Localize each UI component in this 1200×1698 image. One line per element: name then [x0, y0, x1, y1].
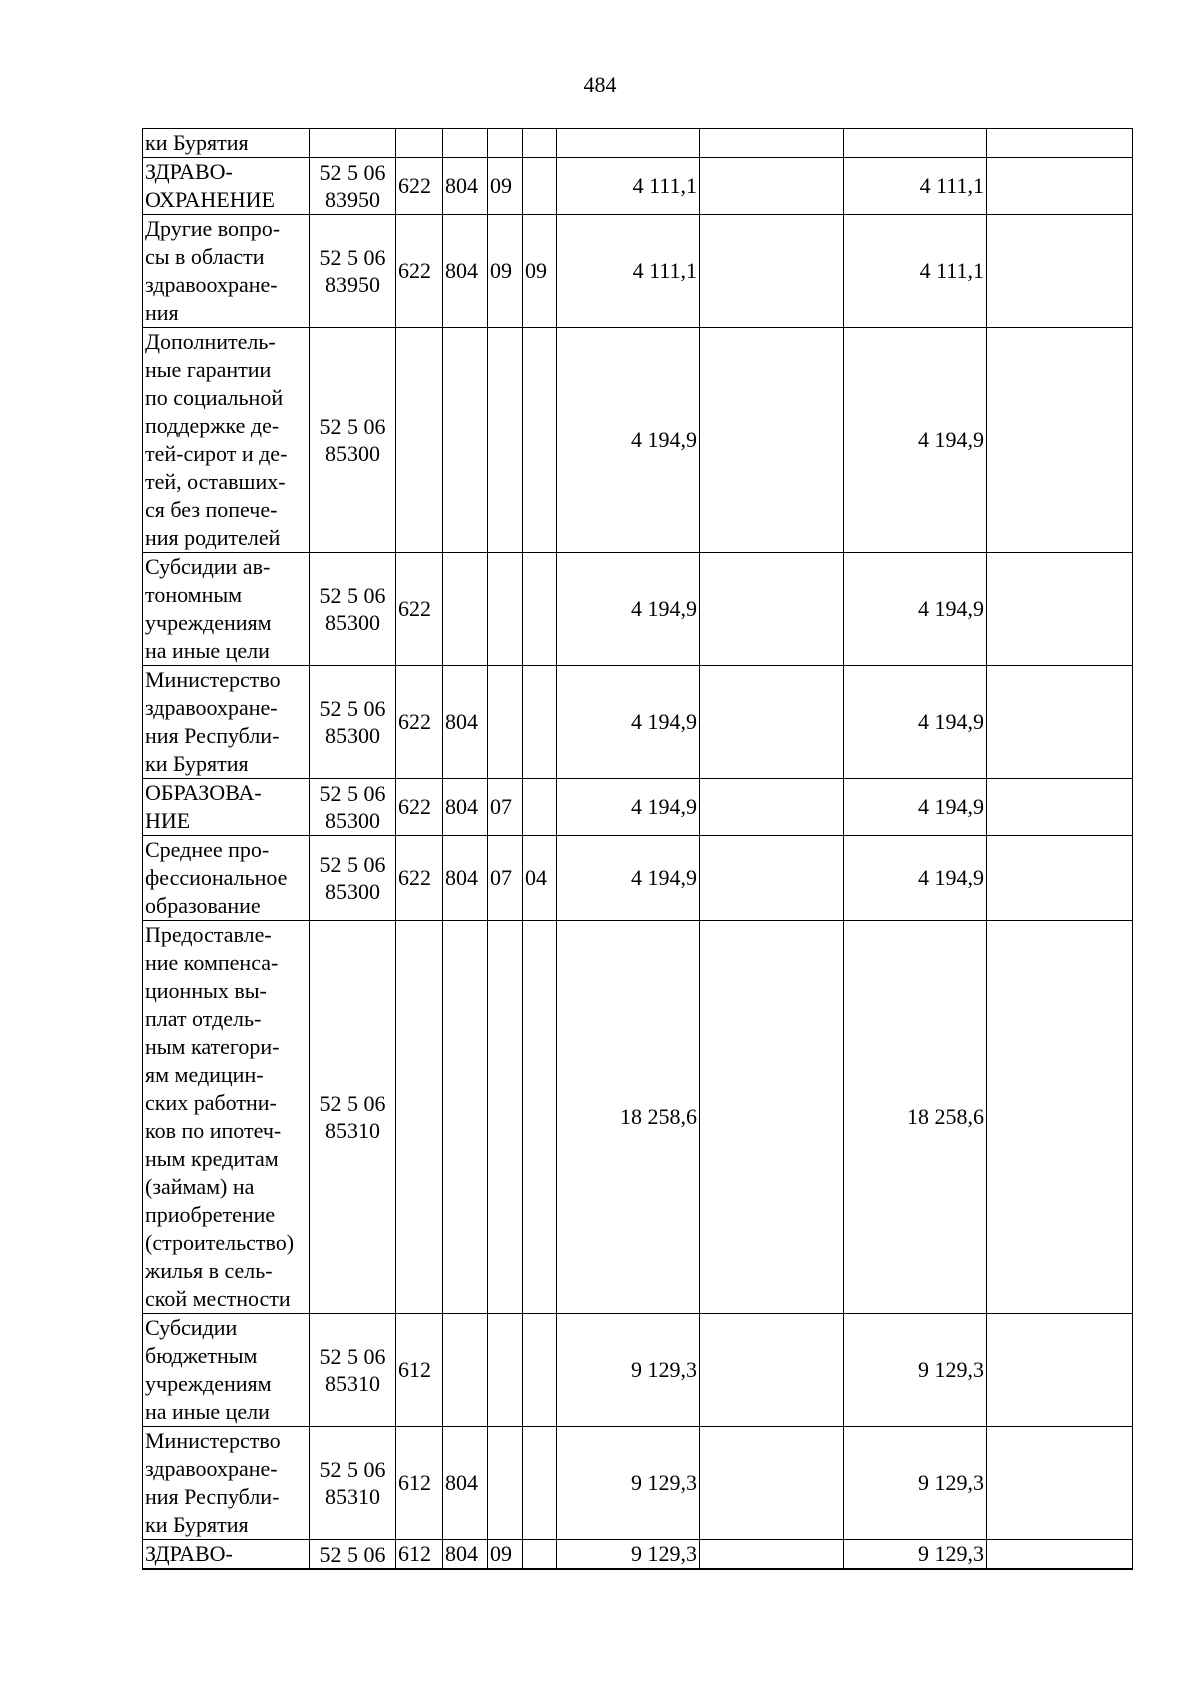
row-rz-code — [488, 666, 523, 779]
row-pr-code — [523, 1540, 557, 1570]
row-name: Другие вопро- сы в области здравоохране- ния — [143, 215, 310, 328]
row-amount-1: 18 258,6 — [557, 921, 700, 1314]
row-empty-cell — [700, 836, 844, 921]
row-empty-cell — [700, 129, 844, 158]
row-vr-code — [396, 129, 443, 158]
row-amount-1: 9 129,3 — [557, 1540, 700, 1570]
row-amount-1: 4 194,9 — [557, 328, 700, 553]
row-name: Министерство здравоохране- ния Республи- ки Бурятия — [143, 666, 310, 779]
table-row — [143, 1314, 1133, 1427]
row-empty-cell — [987, 921, 1133, 1314]
table-row — [143, 921, 1133, 1314]
row-rz-code: 07 — [488, 836, 523, 921]
row-name: ЗДРАВО- ОХРАНЕНИЕ — [143, 158, 310, 215]
row-name: Министерство здравоохране- ния Республи- ки Бурятия — [143, 1427, 310, 1540]
row-rz-code — [488, 1427, 523, 1540]
row-name: Предоставле- ние компенса- ционных вы- плат отдель- ным категори- ям медицин- ских работни- ков по ипотеч- ным кредитам (займам) на приобретение (строительство) жилья в сель- ской местности — [143, 921, 310, 1314]
row-vr-code: 622 — [396, 158, 443, 215]
row-pr-code — [523, 328, 557, 553]
table-row — [143, 158, 1133, 215]
row-grbs-code: 804 — [443, 836, 488, 921]
row-grbs-code — [443, 328, 488, 553]
row-amount-2: 4 194,9 — [844, 328, 987, 553]
table-row — [143, 666, 1133, 779]
budget-table — [142, 128, 1133, 1570]
row-rz-code — [488, 921, 523, 1314]
row-csr-code: 52 5 06 85300 — [310, 666, 396, 779]
row-empty-cell — [700, 1427, 844, 1540]
row-amount-1: 4 194,9 — [557, 779, 700, 836]
row-csr-code: 52 5 06 85300 — [310, 553, 396, 666]
row-vr-code: 612 — [396, 1427, 443, 1540]
row-pr-code — [523, 779, 557, 836]
row-name: Дополнитель- ные гарантии по социальной поддержке де- тей-сирот и де- тей, оставших- ся без попече- ния родителей — [143, 328, 310, 553]
row-grbs-code: 804 — [443, 158, 488, 215]
table-row — [143, 129, 1133, 158]
row-empty-cell — [987, 129, 1133, 158]
row-csr-code: 52 5 06 85310 — [310, 1427, 396, 1540]
row-empty-cell — [700, 779, 844, 836]
row-pr-code — [523, 158, 557, 215]
row-csr-code — [310, 129, 396, 158]
row-name: Субсидии бюджетным учреждениям на иные цели — [143, 1314, 310, 1427]
row-vr-code: 622 — [396, 836, 443, 921]
row-csr-code: 52 5 06 — [310, 1540, 396, 1570]
row-amount-2: 4 111,1 — [844, 158, 987, 215]
row-amount-1: 4 194,9 — [557, 553, 700, 666]
row-vr-code: 622 — [396, 779, 443, 836]
table-row — [143, 328, 1133, 553]
row-csr-code: 52 5 06 85310 — [310, 921, 396, 1314]
row-empty-cell — [700, 215, 844, 328]
row-rz-code: 09 — [488, 1540, 523, 1570]
table-row — [143, 836, 1133, 921]
row-amount-2: 4 194,9 — [844, 666, 987, 779]
row-vr-code: 622 — [396, 215, 443, 328]
row-amount-2: 9 129,3 — [844, 1427, 987, 1540]
row-amount-2: 9 129,3 — [844, 1540, 987, 1570]
row-grbs-code: 804 — [443, 1427, 488, 1540]
row-amount-1 — [557, 129, 700, 158]
row-rz-code — [488, 1314, 523, 1427]
row-name: Среднее про- фессиональное образование — [143, 836, 310, 921]
row-vr-code: 612 — [396, 1540, 443, 1570]
table-body — [143, 129, 1133, 1570]
row-grbs-code: 804 — [443, 666, 488, 779]
row-amount-1: 4 194,9 — [557, 666, 700, 779]
row-empty-cell — [700, 666, 844, 779]
row-grbs-code: 804 — [443, 215, 488, 328]
row-empty-cell — [987, 1540, 1133, 1570]
row-name: Субсидии ав- тономным учреждениям на иные цели — [143, 553, 310, 666]
row-empty-cell — [987, 553, 1133, 666]
row-empty-cell — [700, 328, 844, 553]
row-pr-code: 09 — [523, 215, 557, 328]
row-rz-code — [488, 328, 523, 553]
row-rz-code: 09 — [488, 158, 523, 215]
table-row — [143, 1427, 1133, 1540]
table-row — [143, 779, 1133, 836]
row-amount-1: 4 111,1 — [557, 215, 700, 328]
row-empty-cell — [700, 1314, 844, 1427]
row-rz-code: 07 — [488, 779, 523, 836]
row-amount-1: 9 129,3 — [557, 1427, 700, 1540]
row-pr-code — [523, 129, 557, 158]
row-vr-code: 612 — [396, 1314, 443, 1427]
row-vr-code: 622 — [396, 666, 443, 779]
row-grbs-code — [443, 1314, 488, 1427]
row-empty-cell — [987, 328, 1133, 553]
row-amount-1: 4 194,9 — [557, 836, 700, 921]
row-grbs-code: 804 — [443, 779, 488, 836]
row-amount-2 — [844, 129, 987, 158]
row-empty-cell — [700, 553, 844, 666]
row-csr-code: 52 5 06 83950 — [310, 158, 396, 215]
row-pr-code: 04 — [523, 836, 557, 921]
row-csr-code: 52 5 06 83950 — [310, 215, 396, 328]
table-row — [143, 1540, 1133, 1570]
row-grbs-code: 804 — [443, 1540, 488, 1570]
row-amount-2: 9 129,3 — [844, 1314, 987, 1427]
row-empty-cell — [987, 836, 1133, 921]
row-grbs-code — [443, 129, 488, 158]
row-empty-cell — [987, 1427, 1133, 1540]
row-empty-cell — [987, 158, 1133, 215]
row-grbs-code — [443, 553, 488, 666]
row-csr-code: 52 5 06 85300 — [310, 836, 396, 921]
row-name: ОБРАЗОВА- НИЕ — [143, 779, 310, 836]
row-empty-cell — [987, 666, 1133, 779]
row-amount-2: 4 194,9 — [844, 779, 987, 836]
row-empty-cell — [700, 158, 844, 215]
row-empty-cell — [987, 1314, 1133, 1427]
row-grbs-code — [443, 921, 488, 1314]
row-amount-2: 4 194,9 — [844, 836, 987, 921]
row-rz-code — [488, 553, 523, 666]
row-csr-code: 52 5 06 85300 — [310, 779, 396, 836]
row-vr-code — [396, 921, 443, 1314]
row-name: ЗДРАВО- — [143, 1540, 310, 1570]
row-pr-code — [523, 1314, 557, 1427]
row-empty-cell — [987, 215, 1133, 328]
table-row — [143, 215, 1133, 328]
row-pr-code — [523, 666, 557, 779]
row-amount-2: 4 194,9 — [844, 553, 987, 666]
row-amount-2: 4 111,1 — [844, 215, 987, 328]
row-vr-code — [396, 328, 443, 553]
row-rz-code: 09 — [488, 215, 523, 328]
row-vr-code: 622 — [396, 553, 443, 666]
row-pr-code — [523, 921, 557, 1314]
row-name: ки Бурятия — [143, 129, 310, 158]
row-amount-2: 18 258,6 — [844, 921, 987, 1314]
row-amount-1: 9 129,3 — [557, 1314, 700, 1427]
row-csr-code: 52 5 06 85300 — [310, 328, 396, 553]
row-empty-cell — [987, 779, 1133, 836]
row-empty-cell — [700, 1540, 844, 1570]
table-row — [143, 553, 1133, 666]
row-amount-1: 4 111,1 — [557, 158, 700, 215]
row-pr-code — [523, 1427, 557, 1540]
page-number: 484 — [583, 72, 617, 97]
row-rz-code — [488, 129, 523, 158]
row-pr-code — [523, 553, 557, 666]
row-csr-code: 52 5 06 85310 — [310, 1314, 396, 1427]
row-empty-cell — [700, 921, 844, 1314]
